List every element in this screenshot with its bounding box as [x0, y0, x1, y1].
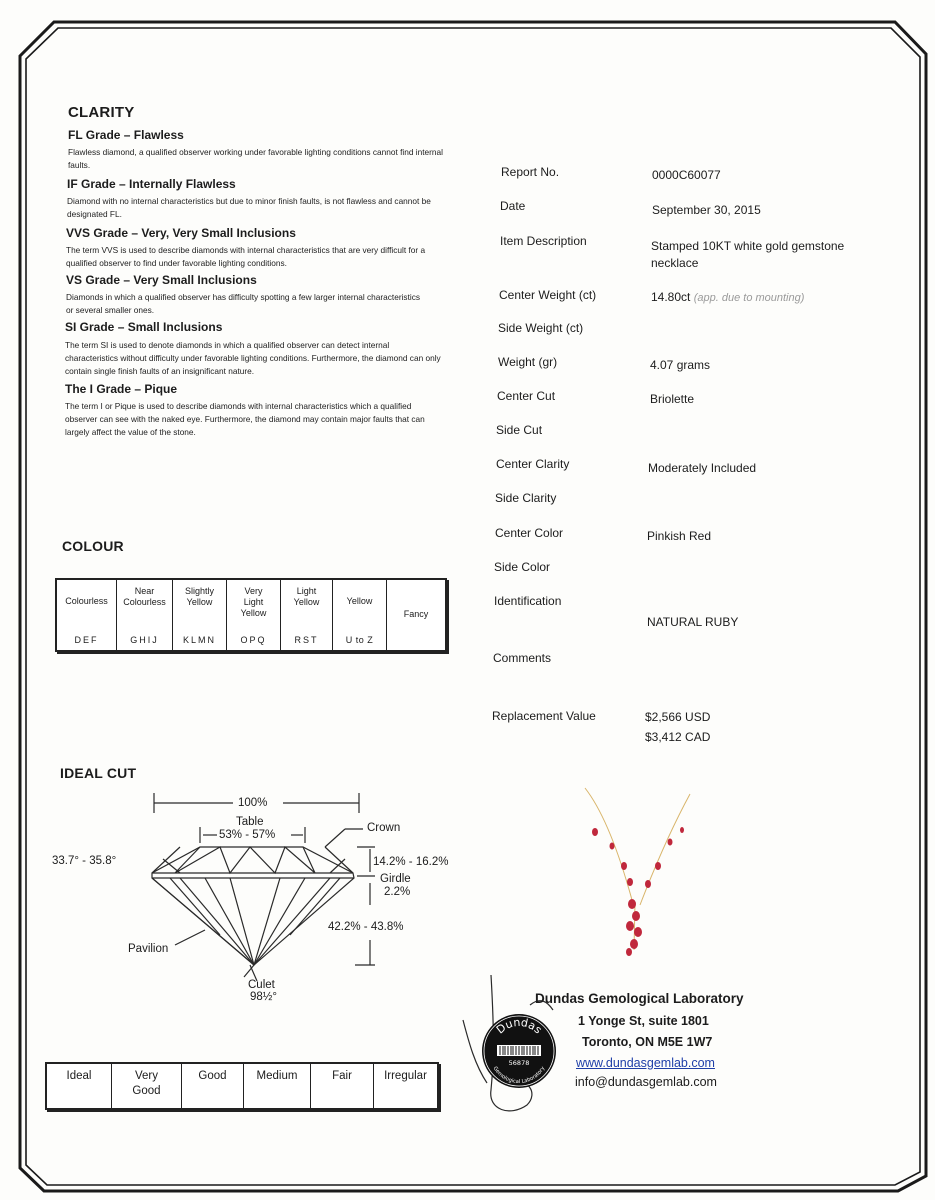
- table-range-label: 53% - 57%: [219, 829, 276, 841]
- lab-address-line2: Toronto, ON M5E 1W7: [582, 1035, 713, 1049]
- seal-number: 56878: [508, 1059, 530, 1067]
- seal-bottom-text: Gemological Laboratory: [491, 1065, 547, 1086]
- cut-grade-cell: Medium: [244, 1064, 311, 1108]
- pavilion-label: Pavilion: [128, 943, 169, 955]
- colour-cell-name: Light Yellow: [293, 586, 320, 607]
- cut-grade-cell: Good: [182, 1064, 244, 1108]
- grade-si-title: SI Grade – Small Inclusions: [65, 320, 223, 334]
- center-clarity-label: Center Clarity: [496, 457, 570, 471]
- colour-cell-letters: U to Z: [345, 635, 374, 645]
- colour-cell: [387, 580, 445, 650]
- colour-cell: [173, 580, 227, 650]
- necklace-photo: [570, 780, 710, 960]
- table-label: Table: [236, 816, 264, 828]
- grade-vs-desc: Diamonds in which a qualified observer has difficulty spotting a few larger internal characteristics or several smaller ones.: [66, 292, 421, 315]
- comments-label: Comments: [493, 651, 552, 665]
- grade-if-desc: Diamond with no internal characteristics but due to minor finish faults, is not flawless and cannot be designated FL.: [67, 196, 431, 219]
- colour-cell-name: Very Light Yellow: [240, 586, 267, 618]
- cut-grade-cell: Irregular: [384, 1070, 427, 1082]
- seal-top-text: Dundas: [493, 1015, 545, 1037]
- replacement-value-cad: $3,412 CAD: [645, 730, 711, 744]
- identification-label: Identification: [494, 594, 562, 608]
- grade-fl-desc: Flawless diamond, a qualified observer working under favorable lighting conditions cannot find internal faults.: [68, 147, 443, 170]
- report-no-label: Report No.: [501, 165, 560, 179]
- width-label: 100%: [238, 797, 268, 809]
- center-clarity-value: Moderately Included: [648, 461, 757, 475]
- lab-website-link[interactable]: www.dundasgemlab.com: [576, 1056, 715, 1070]
- colour-title: COLOUR: [62, 538, 124, 554]
- side-cut-label: Side Cut: [496, 423, 543, 437]
- grade-if-title: IF Grade – Internally Flawless: [67, 177, 236, 191]
- colour-cell-name: Yellow: [346, 596, 373, 606]
- cut-grade-cell: Fair: [311, 1064, 374, 1108]
- cut-grade-cell: Very Good: [112, 1064, 182, 1108]
- center-weight-value: 14.80ct: [651, 290, 691, 304]
- crown-angle-label: 33.7° - 35.8°: [52, 855, 117, 867]
- lab-seal-logo: [480, 1012, 558, 1090]
- ideal-cut-title: IDEAL CUT: [60, 765, 137, 781]
- side-clarity-label: Side Clarity: [495, 491, 557, 505]
- crown-label: Crown: [367, 822, 401, 834]
- identification-value: NATURAL RUBY: [647, 615, 739, 629]
- center-weight-label: Center Weight (ct): [499, 288, 597, 302]
- center-cut-label: Center Cut: [497, 389, 556, 403]
- colour-scale-table: [55, 578, 447, 652]
- item-description-value: Stamped 10KT white gold gemstone necklace: [651, 239, 845, 270]
- date-label: Date: [500, 199, 526, 213]
- replacement-value-label: Replacement Value: [492, 709, 596, 723]
- grade-vvs-title: VVS Grade – Very, Very Small Inclusions: [66, 226, 296, 240]
- grade-vvs-desc: The term VVS is used to describe diamonds with internal characteristics that are very difficult for a qualified observer to find under favorable lighting conditions.: [66, 245, 426, 268]
- colour-cell: [57, 580, 117, 650]
- colour-cell-letters: GHIJ: [130, 635, 159, 645]
- colour-cell: [117, 580, 173, 650]
- grade-vs-title: VS Grade – Very Small Inclusions: [66, 273, 257, 287]
- center-color-label: Center Color: [495, 526, 564, 540]
- lab-address-line1: 1 Yonge St, suite 1801: [578, 1014, 709, 1028]
- cut-grade-cell: Ideal: [47, 1064, 112, 1108]
- girdle-value-label: 2.2%: [384, 886, 411, 898]
- side-color-label: Side Color: [494, 560, 551, 574]
- replacement-value-usd: $2,566 USD: [645, 710, 711, 724]
- pavilion-depth-label: 42.2% - 43.8%: [328, 921, 404, 933]
- colour-cell-letters: OPQ: [240, 635, 267, 645]
- center-weight-note: (app. due to mounting): [693, 292, 805, 304]
- colour-cell-name: Fancy: [403, 608, 429, 619]
- colour-cell-name: Slightly Yellow: [184, 586, 214, 607]
- lab-name: Dundas Gemological Laboratory: [535, 991, 744, 1006]
- grade-i-title: The I Grade – Pique: [65, 382, 178, 396]
- clarity-title: CLARITY: [68, 104, 135, 121]
- grade-fl-title: FL Grade – Flawless: [68, 128, 184, 142]
- weight-value: 4.07 grams: [650, 358, 711, 372]
- item-description-label: Item Description: [500, 234, 587, 248]
- colour-cell: [227, 580, 281, 650]
- grade-i-desc: The term I or Pique is used to describe diamonds with internal characteristics which a qualified observer can see with the naked eye. Furthermore, the diamond may contain major faults that can largely affect the value of the stone.: [65, 401, 425, 437]
- date-value: September 30, 2015: [652, 203, 761, 217]
- crown-height-label: 14.2% - 16.2%: [373, 856, 449, 868]
- culet-label: Culet: [248, 979, 275, 991]
- colour-cell: [281, 580, 333, 650]
- colour-cell: [333, 580, 387, 650]
- center-color-value: Pinkish Red: [647, 529, 712, 543]
- grade-si-desc: The term SI is used to denote diamonds in which a qualified observer can detect internal characteristics without difficulty under favorable lighting conditions. Furthermore, the diamond can only contain single finish faults of an insignificant nature.: [65, 340, 441, 376]
- report-no-value: 0000C60077: [652, 168, 721, 182]
- girdle-label: Girdle: [380, 873, 411, 885]
- colour-cell-name: Colourless: [65, 596, 108, 606]
- cut-grade-table: [45, 1062, 439, 1110]
- lab-email: info@dundasgemlab.com: [575, 1075, 717, 1089]
- colour-cell-letters: RST: [294, 635, 319, 645]
- side-weight-label: Side Weight (ct): [498, 321, 584, 335]
- colour-cell-name: Near Colourless: [123, 586, 166, 607]
- weight-label: Weight (gr): [498, 355, 558, 369]
- colour-cell-letters: DEF: [74, 635, 99, 645]
- center-cut-value: Briolette: [650, 392, 695, 406]
- culet-value-label: 98½°: [250, 991, 277, 1003]
- colour-cell-letters: KLMN: [182, 635, 216, 645]
